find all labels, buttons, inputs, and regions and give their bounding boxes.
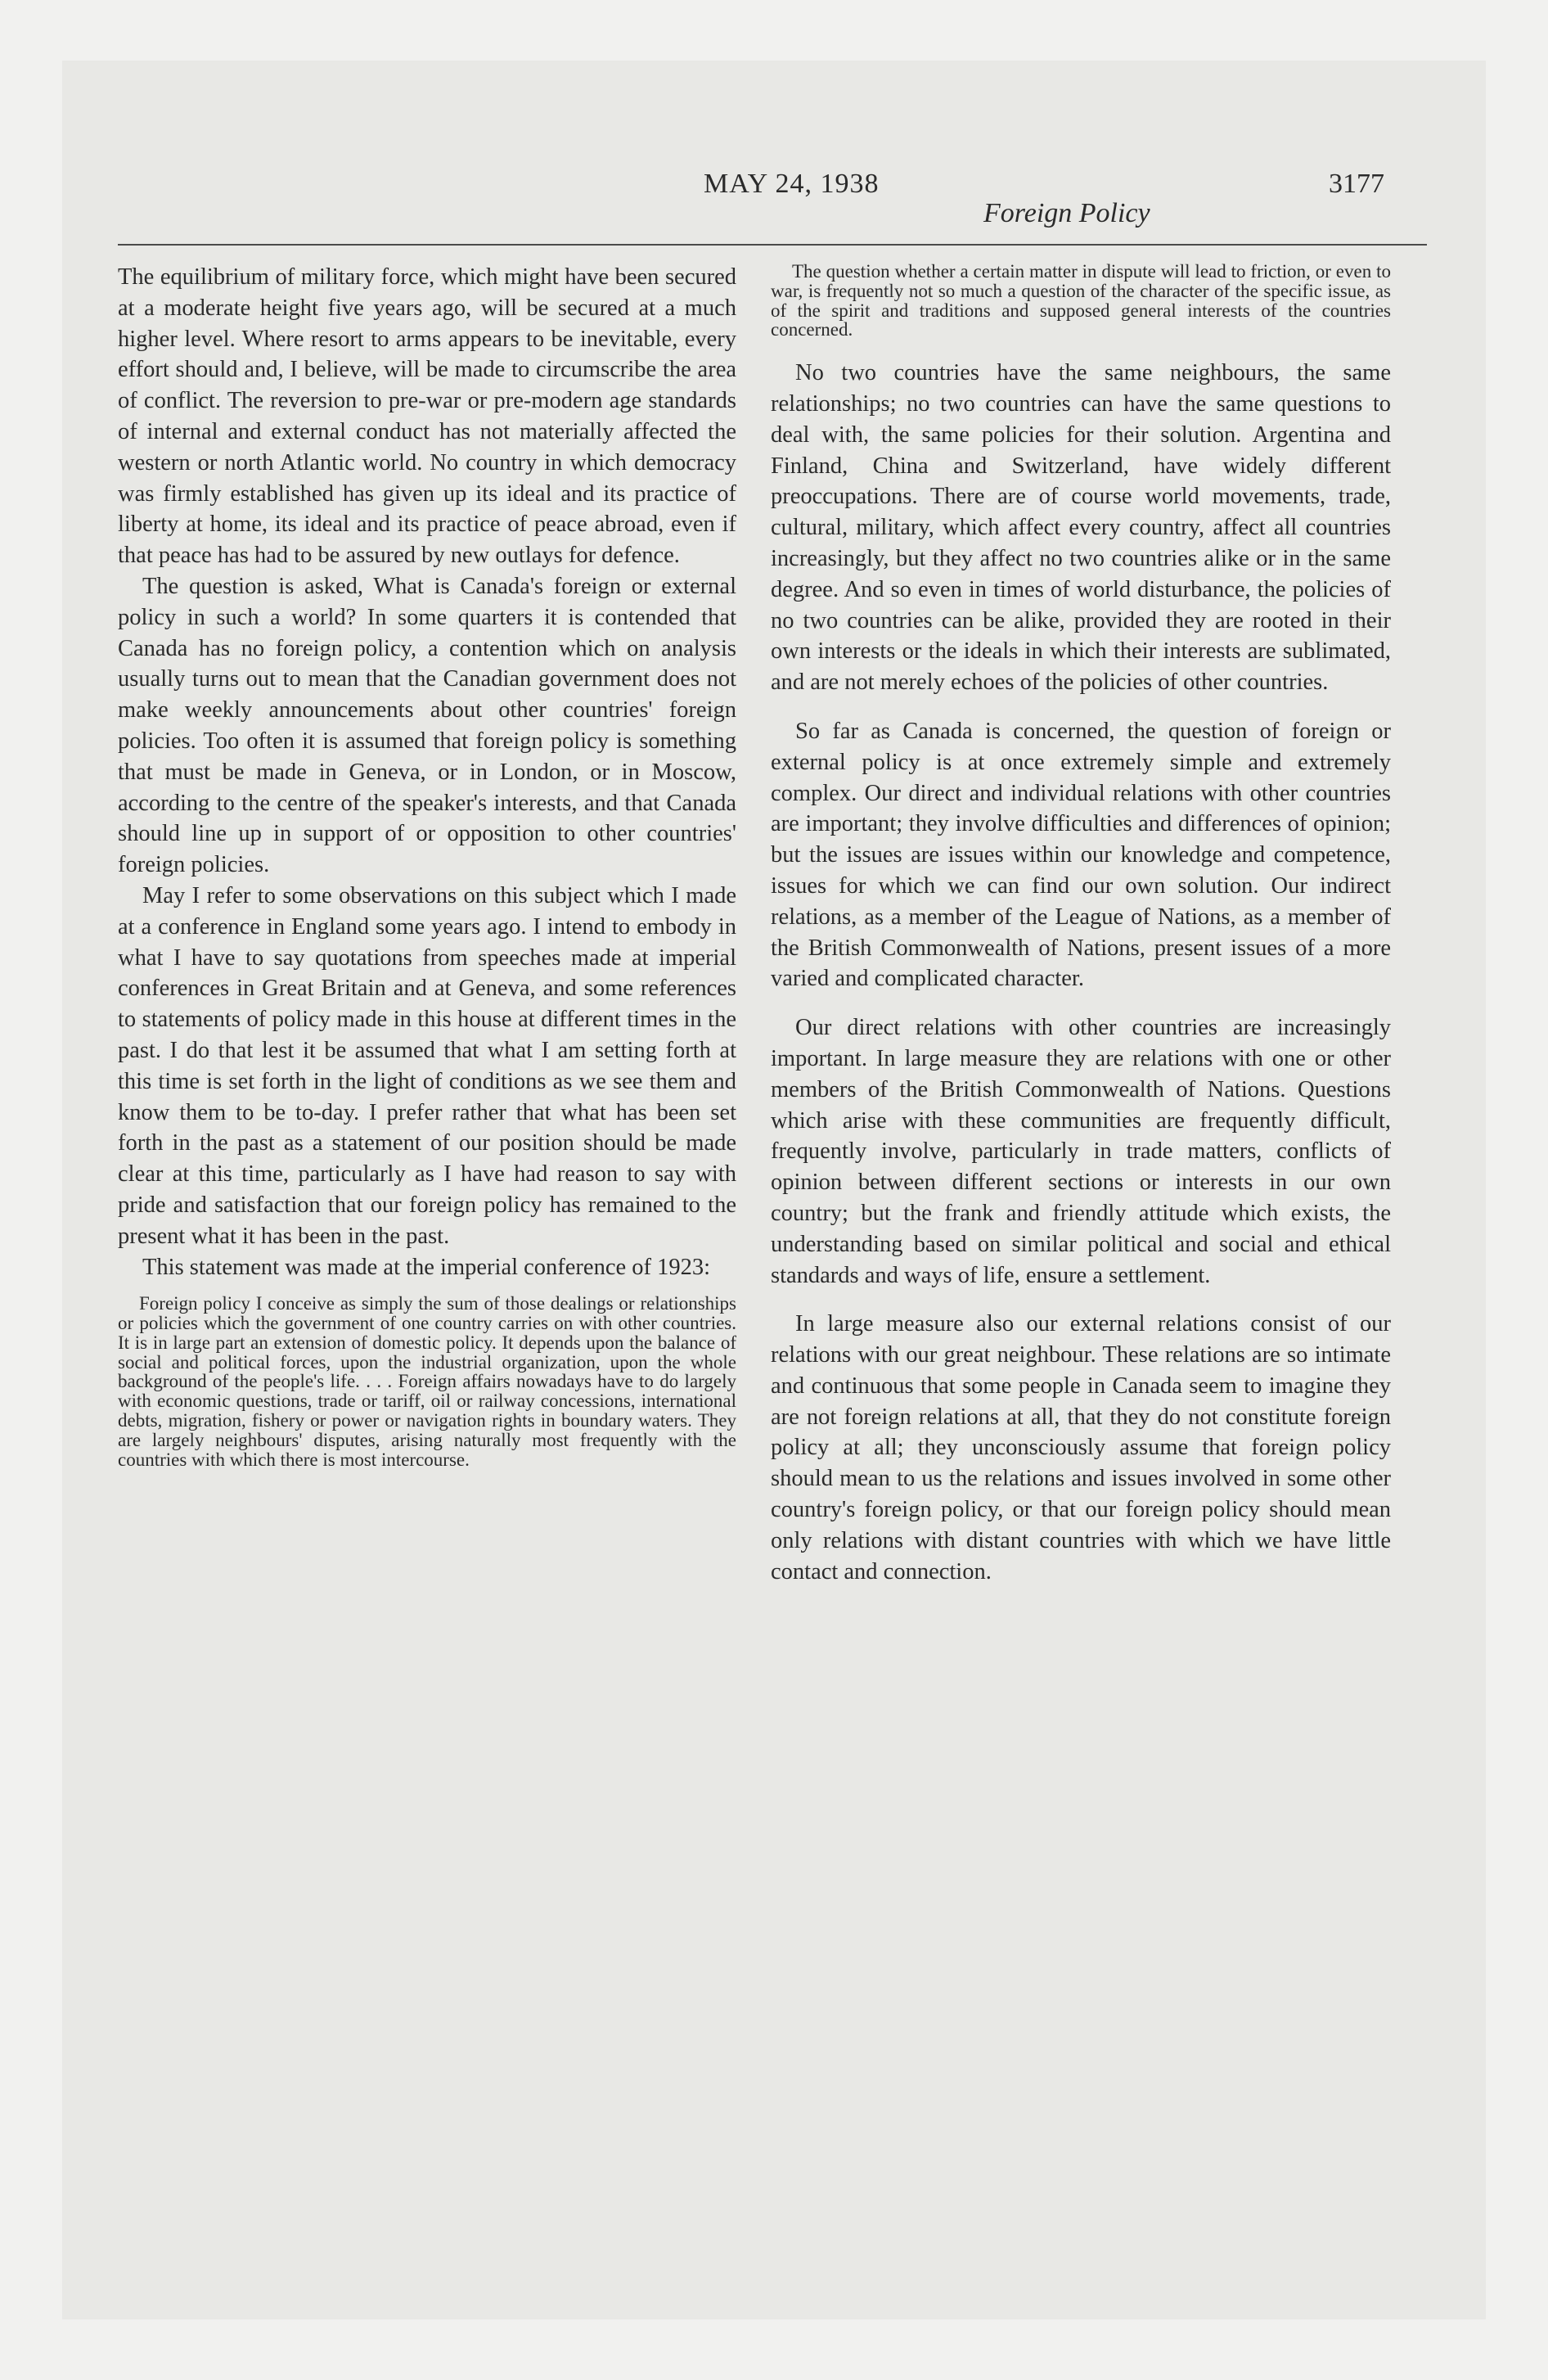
left-paragraph-1: The equilibrium of military force, which might have been secured at a moderate height five years ago, will be secured at a much higher level. Where resort to arms appears to be inevitable, every effort should and, I believe, will be made to circumscribe the area of conflict. The reversion to pre-war or pre-modern age standards of internal and external conduct has not materially affected the western or north Atlantic world. No country in which democracy was firmly established has given up its ideal and its practice of liberty at home, its ideal and its practice of peace abroad, even if that peace has had to be assured by new outlays for defence. [118,264,736,569]
page-header [118,169,1427,242]
right-column [771,262,1391,2275]
header-section-title: Foreign Policy [983,198,1150,228]
right-paragraph-2: So far as Canada is concerned, the question of foreign or external policy is at once extremely simple and extremely complex. Our direct and individual relations with other countries are important; they involve difficulties and differences of opinion; but the issues are issues within our knowledge and competence, issues for which we can find our own solution. Our indirect relations, as a member of the League of Nations, as a member of the British Commonwealth of Nations, present issues of a more varied and complicated character. [771,718,1391,992]
left-paragraph-2: The question is asked, What is Canada's foreign or external policy in such a world? In some quarters it is contended that Canada has no foreign policy, a contention which on analysis usually turns out to mean that the Canadian government does not make weekly announcements about other countries' foreign policies. Too often it is assumed that foreign policy is something that must be made in Geneva, or in London, or in Moscow, according to the centre of the speaker's interests, and that Canada should line up in support of or opposition to other countries' foreign policies. [118,573,736,878]
header-page-number: 3177 [1329,169,1384,199]
header-rule [118,244,1427,246]
document-page [62,61,1486,2319]
left-paragraph-4: This statement was made at the imperial conference of 1923: [142,1254,711,1280]
right-paragraph-4: In large measure also our external relations consist of our relations with our great neighbour. These relations are so intimate and continuous that some people in Canada seem to imagine they are not foreign relations at all, that they do not constitute foreign policy at all; they unconsciously assume that foreign policy should mean to us the relations and issues involved in some other country's foreign policy, or that our foreign policy should mean only relations with distant countries with which we have little contact and connection. [771,1311,1391,1584]
right-paragraph-3: Our direct relations with other countries are increasingly important. In large measure they are relations with one or other members of the British Commonwealth of Nations. Questions which arise with these communities are frequently difficult, frequently involve, particularly in trade matters, conflicts of opinion between different sections or interests in our own country; but the frank and friendly attitude which exists, the understanding based on similar political and social and ethical standards and ways of life, ensure a settlement. [771,1015,1391,1288]
right-block-quote: The question whether a certain matter in dispute will lead to friction, or even to war, is frequently not so much a question of the character of the specific issue, as of the spirit and traditions and supposed general interests of the countries concerned. [771,262,1391,340]
header-date: MAY 24, 1938 [704,169,880,199]
left-column [118,262,736,2275]
left-paragraph-3: May I refer to some observations on this subject which I made at a conference in England some years ago. I intend to embody in what I have to say quotations from speeches made at imperial conferences in Great Britain and at Geneva, and some references to statements of policy made in this house at different times in the past. I do that lest it be assumed that what I am setting forth at this time is set forth in the light of conditions as we see them and know them to be to-day. I prefer rather that what has been set forth in the past as a statement of our position should be made clear at this time, particularly as I have had reason to say with pride and satisfaction that our foreign policy has remained to the present what it has been in the past. [118,882,736,1249]
left-block-quote: Foreign policy I conceive as simply the sum of those dealings or relationships or policies which the government of one country carries on with other countries. It is in large part an extension of domestic policy. It depends upon the balance of social and political forces, upon the industrial organization, upon the whole background of the people's life. . . . Foreign affairs nowadays have to do largely with economic questions, trade or tariff, oil or railway concessions, international debts, migration, fishery or power or navigation rights in boundary waters. They are largely neighbours' disputes, arising naturally most frequently with the countries with which there is most intercourse. [118,1293,736,1470]
right-paragraph-1: No two countries have the same neighbours, the same relationships; no two countries can have the same questions to deal with, the same policies for their solution. Argentina and Finland, China and Switzerland, have widely different preoccupations. There are of course world movements, trade, cultural, military, which affect every country, affect all countries increasingly, but they affect no two countries alike or in the same degree. And so even in times of world disturbance, the policies of no two countries can be alike, provided they are rooted in their own interests or the ideals in which their interests are sublimated, and are not merely echoes of the policies of other countries. [771,360,1391,696]
